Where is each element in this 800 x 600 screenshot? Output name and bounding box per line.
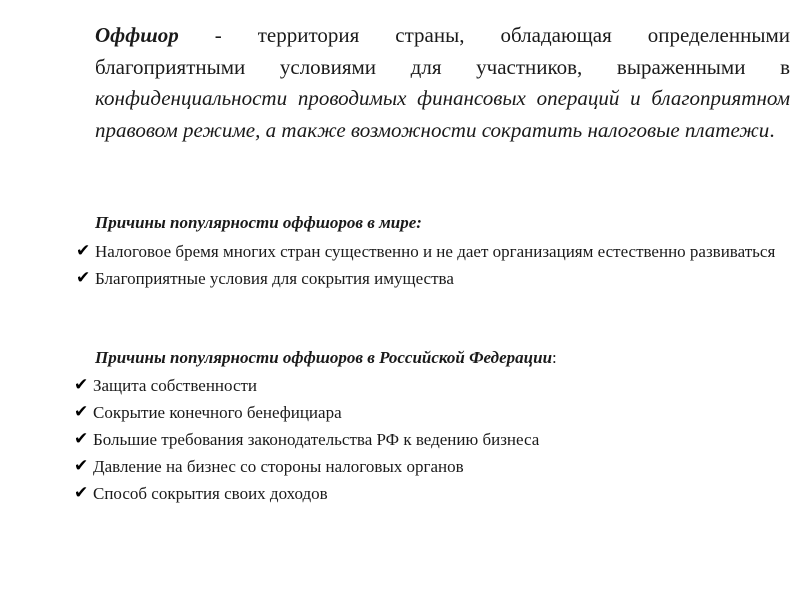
world-reasons-heading — [95, 212, 422, 234]
list-item — [0, 265, 790, 292]
list-item-text: Давление на бизнес со стороны налоговых органов — [93, 457, 464, 476]
check-mark-icon: ✔ — [76, 268, 91, 288]
list-item-text: Сокрытие конечного бенефициара — [93, 403, 342, 422]
check-mark-icon: ✔ — [74, 483, 89, 503]
definition-plain-text: территория страны, обладающая определенными благоприятными условиями для участников, выраженными в — [95, 23, 790, 79]
rf-reasons-heading — [95, 347, 557, 369]
rf-reasons-list — [0, 372, 790, 507]
world-reasons-heading-text: Причины популярности оффшоров в мире: — [95, 213, 422, 232]
check-mark-icon: ✔ — [76, 241, 91, 261]
rf-reasons-heading-colon: : — [552, 348, 557, 367]
list-item-text: Защита собственности — [93, 376, 258, 395]
list-item — [0, 399, 790, 426]
check-mark-icon: ✔ — [74, 375, 89, 395]
list-item-text: Благоприятные условия для сокрытия имущества — [95, 269, 454, 288]
list-item-text: Налоговое бремя многих стран существенно и не дает организациям естественно развиваться — [95, 242, 776, 261]
list-item — [0, 238, 790, 265]
check-mark-icon: ✔ — [74, 456, 89, 476]
definition-dash: - — [178, 23, 258, 47]
definition-paragraph — [95, 20, 790, 146]
check-mark-icon: ✔ — [74, 429, 89, 449]
definition-period: . — [769, 117, 775, 142]
world-reasons-list — [0, 238, 790, 292]
list-item-text: Большие требования законодательства РФ к ведению бизнеса — [93, 430, 540, 449]
definition-italic-text: конфиденциальности проводимых финансовых операций и благоприятном правовом режиме, а также возможности сократить налоговые платежи — [95, 86, 790, 142]
list-item — [0, 453, 790, 480]
list-item — [0, 426, 790, 453]
check-mark-icon: ✔ — [74, 402, 89, 422]
rf-reasons-heading-text: Причины популярности оффшоров в Российской Федерации — [95, 348, 553, 367]
definition-term: Оффшор — [95, 23, 179, 47]
list-item — [0, 372, 790, 399]
list-item-text: Способ сокрытия своих доходов — [93, 484, 328, 503]
list-item — [0, 480, 790, 507]
